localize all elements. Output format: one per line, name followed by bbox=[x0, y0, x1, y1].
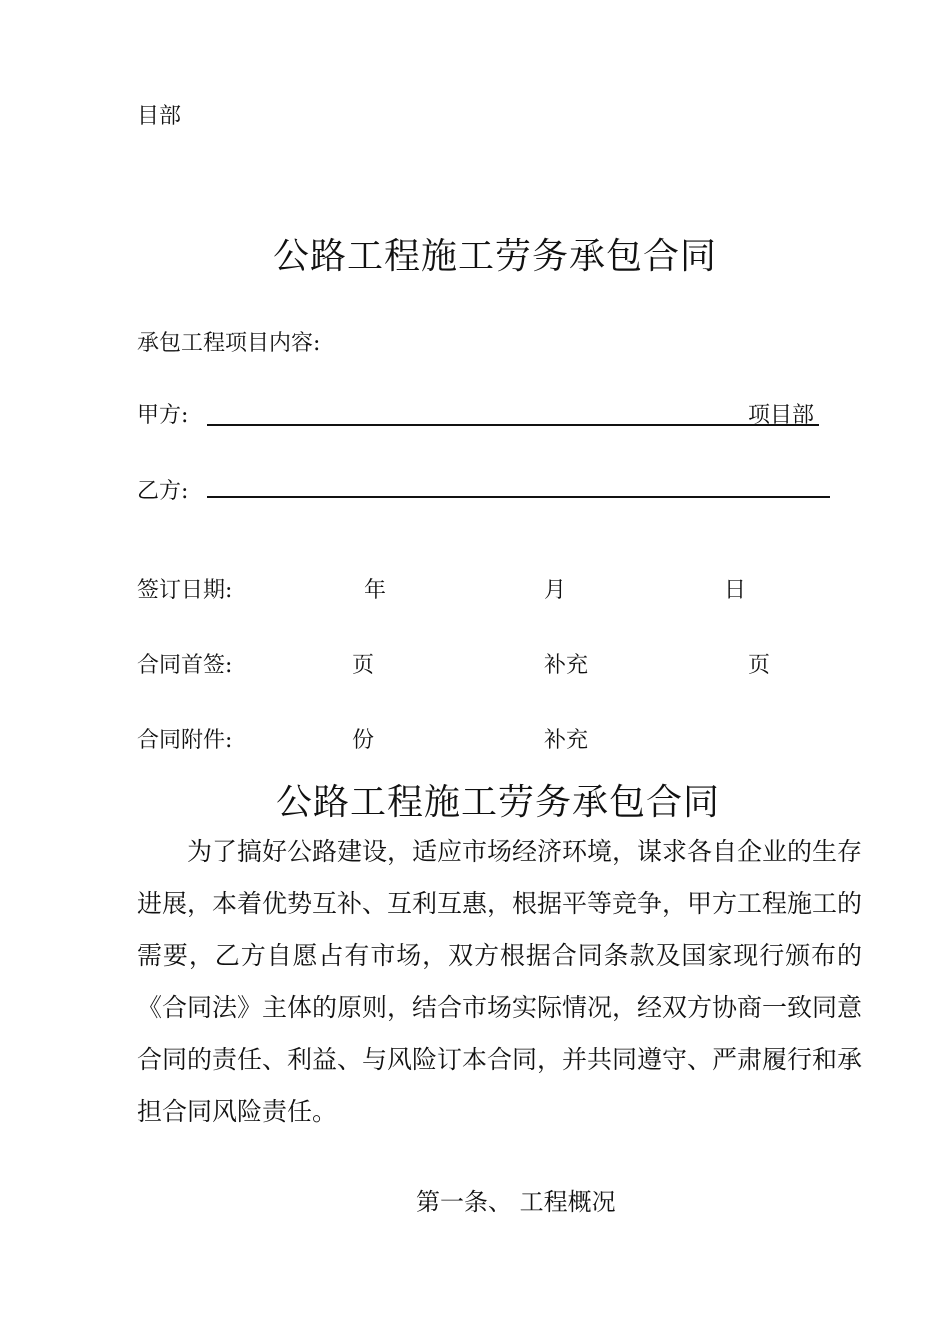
attachment-copy-unit: 份 bbox=[352, 728, 375, 753]
first-sign-supplement: 补充 bbox=[544, 653, 589, 678]
contract-title: 公路工程施工劳务承包合同 bbox=[275, 782, 720, 823]
header-fragment: 目部 bbox=[137, 104, 182, 129]
attachment-supplement: 补充 bbox=[544, 728, 589, 753]
cover-title: 公路工程施工劳务承包合同 bbox=[272, 236, 717, 277]
attachment-label: 合同附件: bbox=[137, 728, 233, 753]
party-a-suffix: 项目部 bbox=[748, 403, 815, 428]
article-1-heading: 第一条、 工程概况 bbox=[416, 1188, 616, 1216]
sign-date-year: 年 bbox=[364, 578, 387, 603]
first-sign-supplement-page-unit: 页 bbox=[748, 653, 771, 678]
intro-paragraph bbox=[137, 826, 862, 1138]
party-a-label: 甲方: bbox=[137, 403, 189, 428]
project-content-label: 承包工程项目内容: bbox=[137, 331, 321, 356]
first-sign-label: 合同首签: bbox=[137, 653, 233, 678]
first-sign-page-unit: 页 bbox=[352, 653, 375, 678]
sign-date-month: 月 bbox=[544, 578, 567, 603]
party-b-underline bbox=[207, 496, 830, 498]
sign-date-day: 日 bbox=[724, 578, 747, 603]
intro-text: 为了搞好公路建设，适应市场经济环境，谋求各自企业的生存进展，本着优势互补、互利互惠，根据平等竞争，甲方工程施工的需要，乙方自愿占有市场，双方根据合同条款及国家现行颁布的《合同法》主体的原则，结合市场实际情况，经双方协商一致同意合同的责任、利益、与风险订本合同，并共同遵守、严肃履行和承担合同风险责任。 bbox=[137, 837, 863, 1126]
party-b-label: 乙方: bbox=[137, 479, 189, 504]
sign-date-label: 签订日期: bbox=[137, 578, 233, 603]
party-a-underline bbox=[207, 424, 819, 426]
